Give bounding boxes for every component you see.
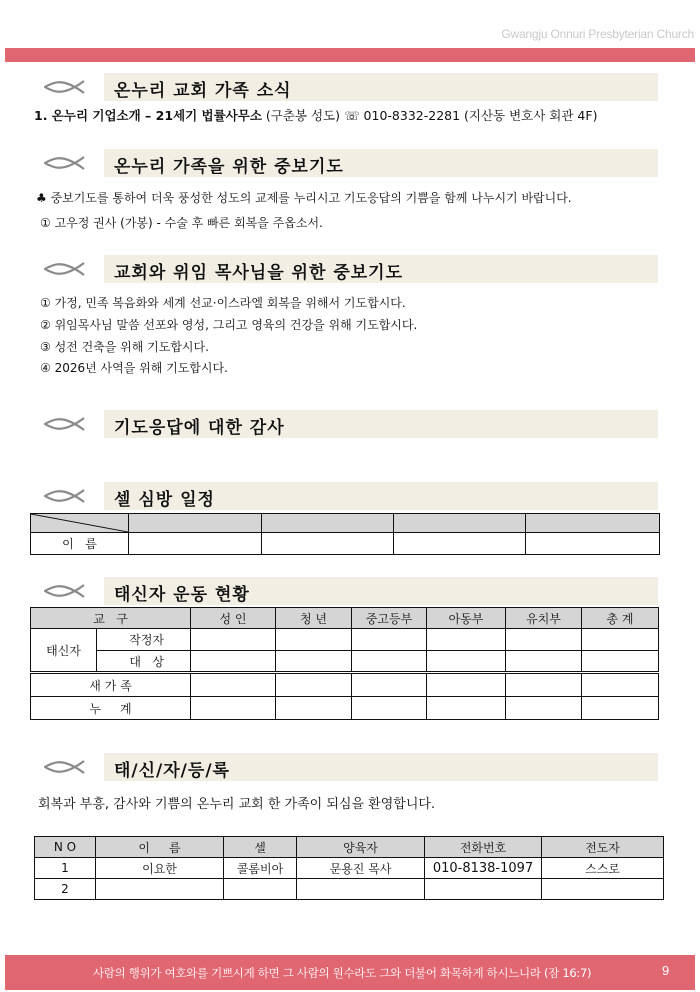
- section-header-cell-visit-schedule: [36, 482, 658, 510]
- section-title: 온누리 가족을 위한 중보기도: [114, 157, 344, 177]
- row-label: 작정자: [97, 629, 191, 651]
- value-cell[interactable]: [582, 629, 659, 651]
- header-evangelist: 전도자: [542, 837, 664, 858]
- header-kindergarten: 유치부: [506, 608, 582, 629]
- business-intro-detail: (구춘봉 성도) ☏ 010-8332-2281 (지산동 변호사 회관 4F): [261, 108, 598, 123]
- footer-bar: [5, 955, 695, 990]
- value-cell[interactable]: [427, 697, 506, 720]
- section-title: 셀 심방 일정: [114, 490, 215, 510]
- schedule-header-cell[interactable]: [262, 514, 394, 533]
- cell-group-cell[interactable]: [224, 879, 297, 900]
- schedule-name-cell[interactable]: [526, 533, 660, 555]
- mentor-cell[interactable]: [297, 879, 425, 900]
- cell-group-cell: 콜롬비아: [224, 858, 297, 879]
- header-secondary: 중고등부: [352, 608, 427, 629]
- header-phone: 전화번호: [425, 837, 542, 858]
- value-cell[interactable]: [582, 651, 659, 673]
- schedule-header-cell[interactable]: [394, 514, 526, 533]
- registration-welcome: 회복과 부흥, 감사와 기쁨의 온누리 교회 한 가족이 되심을 환영합니다.: [38, 797, 436, 812]
- value-cell[interactable]: [506, 629, 582, 651]
- value-cell[interactable]: [191, 651, 276, 673]
- section-title: 교회와 위임 목사님을 위한 중보기도: [114, 263, 404, 283]
- diagonal-corner-cell: [31, 514, 129, 533]
- value-cell[interactable]: [352, 629, 427, 651]
- value-cell[interactable]: [582, 697, 659, 720]
- value-cell[interactable]: [506, 697, 582, 720]
- value-cell[interactable]: [191, 629, 276, 651]
- header-total: 총 계: [582, 608, 659, 629]
- value-cell[interactable]: [276, 697, 352, 720]
- prayer-item: ① 가정, 민족 복음화와 세계 선교·이스라엘 회복을 위해서 기도합시다.: [40, 296, 406, 310]
- value-cell[interactable]: [352, 697, 427, 720]
- name-row-label: 이 름: [31, 533, 129, 555]
- fish-icon: [44, 488, 90, 504]
- church-name: Gwangju Onnuri Presbyterian Church: [501, 27, 694, 41]
- name-cell: 이요한: [96, 858, 224, 879]
- header-name: 이 름: [96, 837, 224, 858]
- header-youth: 청 년: [276, 608, 352, 629]
- fish-icon: [44, 583, 90, 599]
- prayer-item: ② 위임목사님 말씀 선포와 영성, 그리고 영육의 건강을 위해 기도합시다.: [40, 318, 418, 332]
- section-header-family-news: [36, 73, 658, 101]
- value-cell[interactable]: [276, 651, 352, 673]
- section-header-prospect-registration: [36, 753, 658, 781]
- schedule-name-cell[interactable]: [129, 533, 262, 555]
- registration-table: [34, 836, 664, 900]
- fish-icon: [44, 155, 90, 171]
- header-district: 교 구: [31, 608, 191, 629]
- row-label: 새 가 족: [31, 673, 191, 697]
- phone-cell[interactable]: [425, 879, 542, 900]
- prayer-item: ③ 성전 건축을 위해 기도합시다.: [40, 340, 209, 354]
- schedule-header-cell[interactable]: [526, 514, 660, 533]
- mentor-cell: 문용진 목사: [297, 858, 425, 879]
- schedule-name-cell[interactable]: [262, 533, 394, 555]
- value-cell[interactable]: [352, 651, 427, 673]
- value-cell[interactable]: [427, 651, 506, 673]
- value-cell[interactable]: [352, 673, 427, 697]
- table-row: [35, 858, 664, 879]
- value-cell[interactable]: [276, 673, 352, 697]
- fish-icon: [44, 261, 90, 277]
- header-mentor: 양육자: [297, 837, 425, 858]
- value-cell[interactable]: [191, 673, 276, 697]
- header-children: 아동부: [427, 608, 506, 629]
- value-cell[interactable]: [276, 629, 352, 651]
- group-label-prospects: 태신자: [31, 629, 97, 673]
- family-news-item: [34, 106, 597, 124]
- section-header-family-intercession: [36, 149, 658, 177]
- section-header-church-pastor-intercession: [36, 255, 658, 283]
- business-intro-label: 1. 온누리 기업소개 – 21세기 법률사무소: [34, 108, 262, 123]
- value-cell[interactable]: [427, 673, 506, 697]
- value-cell[interactable]: [506, 651, 582, 673]
- section-header-thanksgiving: [36, 410, 658, 438]
- row-label: 누 계: [31, 697, 191, 720]
- row-number: 1: [35, 858, 96, 879]
- fish-icon: [44, 416, 90, 432]
- evangelist-cell: 스스로: [542, 858, 664, 879]
- value-cell[interactable]: [427, 629, 506, 651]
- top-accent-bar: [5, 48, 695, 62]
- prayer-item: ④ 2026년 사역을 위해 기도합시다.: [40, 361, 228, 375]
- fish-icon: [44, 79, 90, 95]
- evangelism-status-table: [30, 607, 659, 720]
- header-cell: 셀: [224, 837, 297, 858]
- value-cell[interactable]: [191, 697, 276, 720]
- value-cell[interactable]: [582, 673, 659, 697]
- phone-cell: 010-8138-1097: [425, 858, 542, 879]
- evangelist-cell[interactable]: [542, 879, 664, 900]
- section-header-evangelism-status: [36, 577, 658, 605]
- table-row: [35, 879, 664, 900]
- schedule-header-cell[interactable]: [129, 514, 262, 533]
- intercession-intro: ♣ 중보기도를 통하여 더욱 풍성한 성도의 교제를 누리시고 기도응답의 기쁨을 함께 나누시기 바랍니다.: [36, 191, 572, 205]
- footer-verse: 사람의 행위가 여호와를 기쁘시게 하면 그 사람의 원수라도 그와 더불어 화목하게 하시느니라 (잠 16:7): [93, 966, 592, 980]
- section-title: 온누리 교회 가족 소식: [114, 81, 292, 101]
- cell-visit-table: [30, 513, 660, 555]
- row-label: 대 상: [97, 651, 191, 673]
- row-number: 2: [35, 879, 96, 900]
- page-number: 9: [662, 963, 670, 978]
- header-no: N O: [35, 837, 96, 858]
- section-title: 태신자 운동 현황: [114, 585, 250, 605]
- intercession-item: ① 고우정 권사 (가봉) - 수술 후 빠른 회복을 주옵소서.: [40, 216, 323, 230]
- section-title: 태/신/자/등/록: [114, 761, 230, 781]
- value-cell[interactable]: [506, 673, 582, 697]
- header-adult: 성 인: [191, 608, 276, 629]
- fish-icon: [44, 759, 90, 775]
- section-title: 기도응답에 대한 감사: [114, 418, 285, 438]
- schedule-name-cell[interactable]: [394, 533, 526, 555]
- name-cell[interactable]: [96, 879, 224, 900]
